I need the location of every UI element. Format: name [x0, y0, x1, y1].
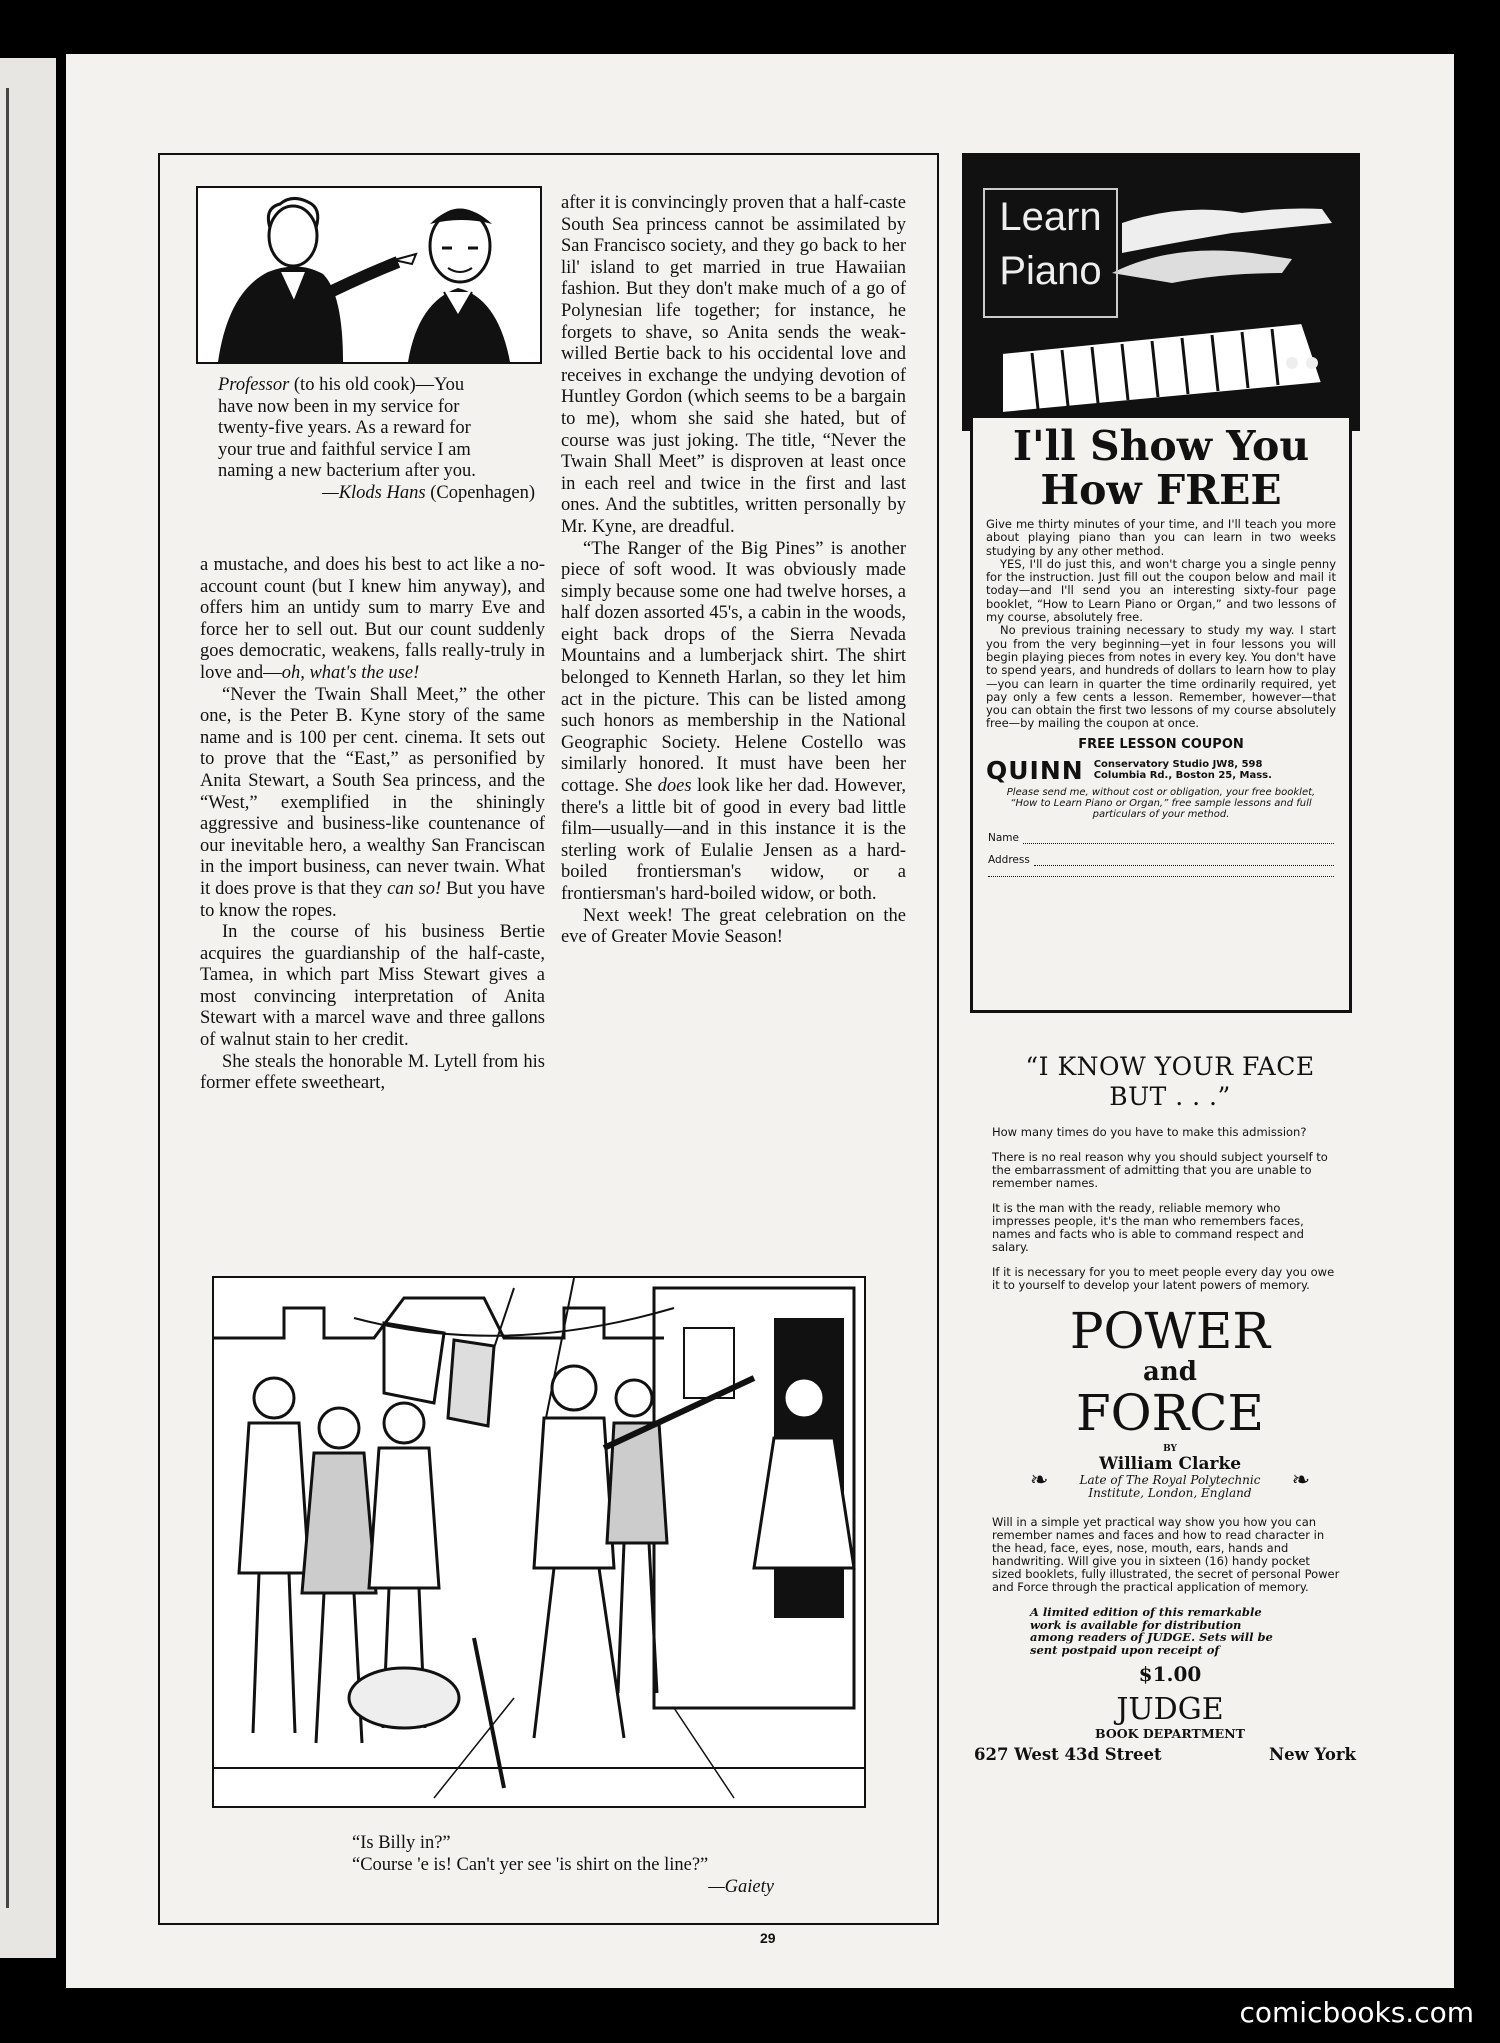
piano-ad-paragraph: YES, I'll do just this, and won't charge you a single penny for the instruction. Just fill out the coupon below and mail it today—and I'll send you an interesting sixty-four page booklet, “How to Learn Piano or Organ,” and two lessons of my course, absolutely free.: [986, 556, 1336, 625]
quinn-logo: QUINN: [986, 755, 1084, 785]
paragraph-text: after it is convincingly proven that a half-caste South Sea princess cannot be assimilated by San Francisco society, and they go back to her lil' island to get married in true Hawaiian fashion. But they don't make much of a go of Polynesian life together; for instance, he forgets to shave, so Anita sends the weak-willed Bertie back to his occidental love and receives in exchange the undying devotion of Huntley Gordon (which seems to be a bargain to me), whom she said she hated, but of course was just joking. The title, “Never the Twain Shall Meet” is disproven at least once in each reel and twice in the first and last ones. And the subtitles, written personally by Mr. Kyne, are dreadful.: [561, 193, 906, 537]
caption-line: have now been in my service for: [218, 396, 460, 417]
caption-question: “Is Billy in?”: [352, 1833, 451, 1853]
price: $1.00: [1138, 1662, 1202, 1686]
affiliation-line2: Institute, London, England: [1088, 1486, 1252, 1500]
street-scene-cartoon: [212, 1276, 866, 1808]
facing-page-edge: [0, 58, 56, 1958]
author-affiliation: [970, 1468, 1370, 1500]
piano-ad: [970, 415, 1352, 1013]
street-address: 627 West 43d Street: [974, 1745, 1162, 1764]
affiliation-line1: Late of The Royal Polytechnic: [1079, 1473, 1261, 1487]
caption-source: —Klods Hans: [322, 482, 426, 503]
caption-source: —Gaiety: [708, 1877, 774, 1897]
book-department: BOOK DEPARTMENT: [1095, 1726, 1245, 1741]
article-paragraph: [561, 193, 906, 539]
coupon-name-field[interactable]: [973, 832, 1349, 844]
cartoon-caption: [218, 375, 543, 505]
learn-piano-sign: [983, 188, 1118, 318]
title-force: FORCE: [1075, 1384, 1265, 1442]
memory-book-ad: [970, 1034, 1370, 1934]
paragraph-text: But you have to know the ropes.: [200, 878, 545, 921]
article-paragraph: [200, 685, 545, 923]
paragraph-text: Next week! The great celebration on the eve of Greater Movie Season!: [561, 905, 906, 948]
title-and: and: [1143, 1357, 1197, 1387]
memory-headline-line2: BUT . . .”: [1109, 1082, 1231, 1111]
author-name: William Clarke: [1098, 1454, 1242, 1474]
caption-line: naming a new bacterium after you.: [218, 461, 476, 482]
caption-line: twenty-five years. As a reward for: [218, 418, 471, 439]
memory-ad-paragraph: There is no real reason why you should subject yourself to the embarrassment of admitting that you are unable to remember names.: [992, 1150, 1328, 1190]
limited-edition-note: A limited edition of this remarkable work is available for distribution among readers of JUDGE. Sets will be sent postpaid upon receipt of: [1030, 1605, 1273, 1657]
memory-ad-paragraph: How many times do you have to make this admission?: [992, 1125, 1307, 1139]
city: New York: [1268, 1745, 1356, 1764]
coupon-address-field[interactable]: [973, 854, 1349, 866]
caption-source-origin: (Copenhagen): [430, 482, 535, 503]
article-right-column: [561, 193, 906, 949]
piano-word: Piano: [999, 249, 1102, 293]
article-paragraph: [561, 539, 906, 906]
paragraph-text: can so!: [387, 878, 442, 899]
learn-word: Learn: [999, 195, 1102, 239]
professor-cartoon: [196, 186, 542, 364]
publisher-name: JUDGE: [1116, 1692, 1224, 1727]
coupon-address-line2: Columbia Rd., Boston 25, Mass.: [1093, 770, 1272, 782]
piano-headline-line1: I'll Show You: [1012, 422, 1310, 470]
caption-speaker: Professor: [218, 375, 290, 395]
article-paragraph: [200, 922, 545, 1052]
paragraph-text: a mustache, and does his best to act like a no-account count (but I knew him anyway), and offers him an untidy sum to marry Eve and force her to sell out. But our count suddenly goes democratic, weakens, falls really-truly in love and—: [200, 555, 545, 683]
street-cartoon-caption: [346, 1832, 796, 1898]
address-label: Address: [988, 853, 1030, 866]
coupon-extra-line[interactable]: [973, 876, 1349, 877]
caption-first-line: (to his old cook)—You: [293, 375, 465, 395]
coupon-note: Please send me, without cost or obligation, your free booklet, “How to Learn Piano or Organ,” free sample lessons and full particulars of your method.: [1006, 786, 1316, 820]
paragraph-text: look like her dad. However, there's a little bit of good in every bad little film—usually—and in this instance it is the sterling work of Eulalie Jensen as a hard-boiled frontiersman's widow, or a frontiersman's hard-boiled widow, or both.: [561, 776, 906, 904]
article-paragraph: [200, 555, 545, 685]
memory-headline-line1: “I KNOW YOUR FACE: [1025, 1052, 1315, 1081]
piano-headline-line2: How FREE: [1040, 466, 1282, 514]
caption-line: your true and faithful service I am: [218, 439, 471, 460]
article-paragraph: [200, 1052, 545, 1095]
watermark: comicbooks.com: [1239, 1996, 1474, 2029]
paragraph-text: does: [657, 776, 692, 797]
ornament-left-icon: ❧: [1030, 1468, 1049, 1493]
name-label: Name: [988, 831, 1019, 844]
by-label: BY: [1163, 1444, 1177, 1454]
ornament-right-icon: ❧: [1291, 1468, 1310, 1493]
paragraph-text: “Never the Twain Shall Meet,” the other one, is the Peter B. Kyne story of the same name and is 100 per cent. cinema. It sets out to prove that the “East,” as personified by Anita Stewart, a South Sea princess, and the “West,” exemplified in the shiningly aggressive and business-like countenance of our inevitable hero, a wealthy San Franciscan in the import business, can never twain. What it does prove is that they: [200, 684, 545, 899]
paragraph-text: In the course of his business Bertie acquires the guardianship of the half-caste, Tamea, in which part Miss Stewart gives a most convincing interpretation of Anita Stewart with a marcel wave and three gallons of walnut stain to her credit.: [200, 922, 545, 1051]
paragraph-text: “The Ranger of the Big Pines” is another piece of soft wood. It was obviously made simply because some one had twelve horses, a half dozen assorted 45's, a cabin in the woods, eight back drops of the Sierra Nevada Mountains and a lumberjack shirt. The shirt belonged to Kenneth Harlan, so they let him act in the picture. This can be listed among such honors as membership in the National Geographic Society. Helene Costello was similarly honored. It must have been her cottage. She: [561, 538, 906, 797]
caption-answer: “Course 'e is! Can't yer see 'is shirt on the line?”: [352, 1855, 709, 1875]
page-number: 29: [760, 1930, 776, 1946]
piano-ad-paragraph: No previous training necessary to study my way. I start you from the very beginning—yet in four lessons you will begin playing pieces from notes in every key. You don't have to spend years, and hundreds of dollars to learn how to play—you can learn in quarter the time ordinarily required, yet pay only a few cents a lesson. Remember, however—that you can obtain the first two lessons of my course absolutely free—by mailing the coupon at once.: [986, 623, 1336, 731]
coupon-title: FREE LESSON COUPON: [1078, 736, 1244, 752]
memory-ad-paragraph: It is the man with the ready, reliable memory who impresses people, it's the man who remembers faces, names and facts who is able to command respect and salary.: [992, 1201, 1304, 1254]
article-left-column: [200, 555, 545, 1095]
article-paragraph: [561, 906, 906, 949]
title-power: POWER: [1069, 1302, 1271, 1360]
memory-book-description: Will in a simple yet practical way show you how you can remember names and faces and how to read character in the head, face, eyes, nose, mouth, ears, hands and handwriting. Will give you in sixteen (16) handy pocket sized booklets, fully illustrated, the secret of personal Power and Force through the practical application of memory.: [992, 1515, 1340, 1594]
coupon-address-line1: Conservatory Studio JW8, 598: [1093, 759, 1263, 771]
piano-ad-paragraph: Give me thirty minutes of your time, and I'll teach you more about playing piano than you can learn in two weeks studying by any other method.: [986, 517, 1336, 558]
paragraph-text: She steals the honorable M. Lytell from his former effete sweetheart,: [200, 1051, 545, 1094]
memory-ad-paragraph: If it is necessary for you to meet people every day you owe it to yourself to develop your latent powers of memory.: [992, 1265, 1335, 1292]
paragraph-text: oh, what's the use!: [281, 662, 420, 683]
